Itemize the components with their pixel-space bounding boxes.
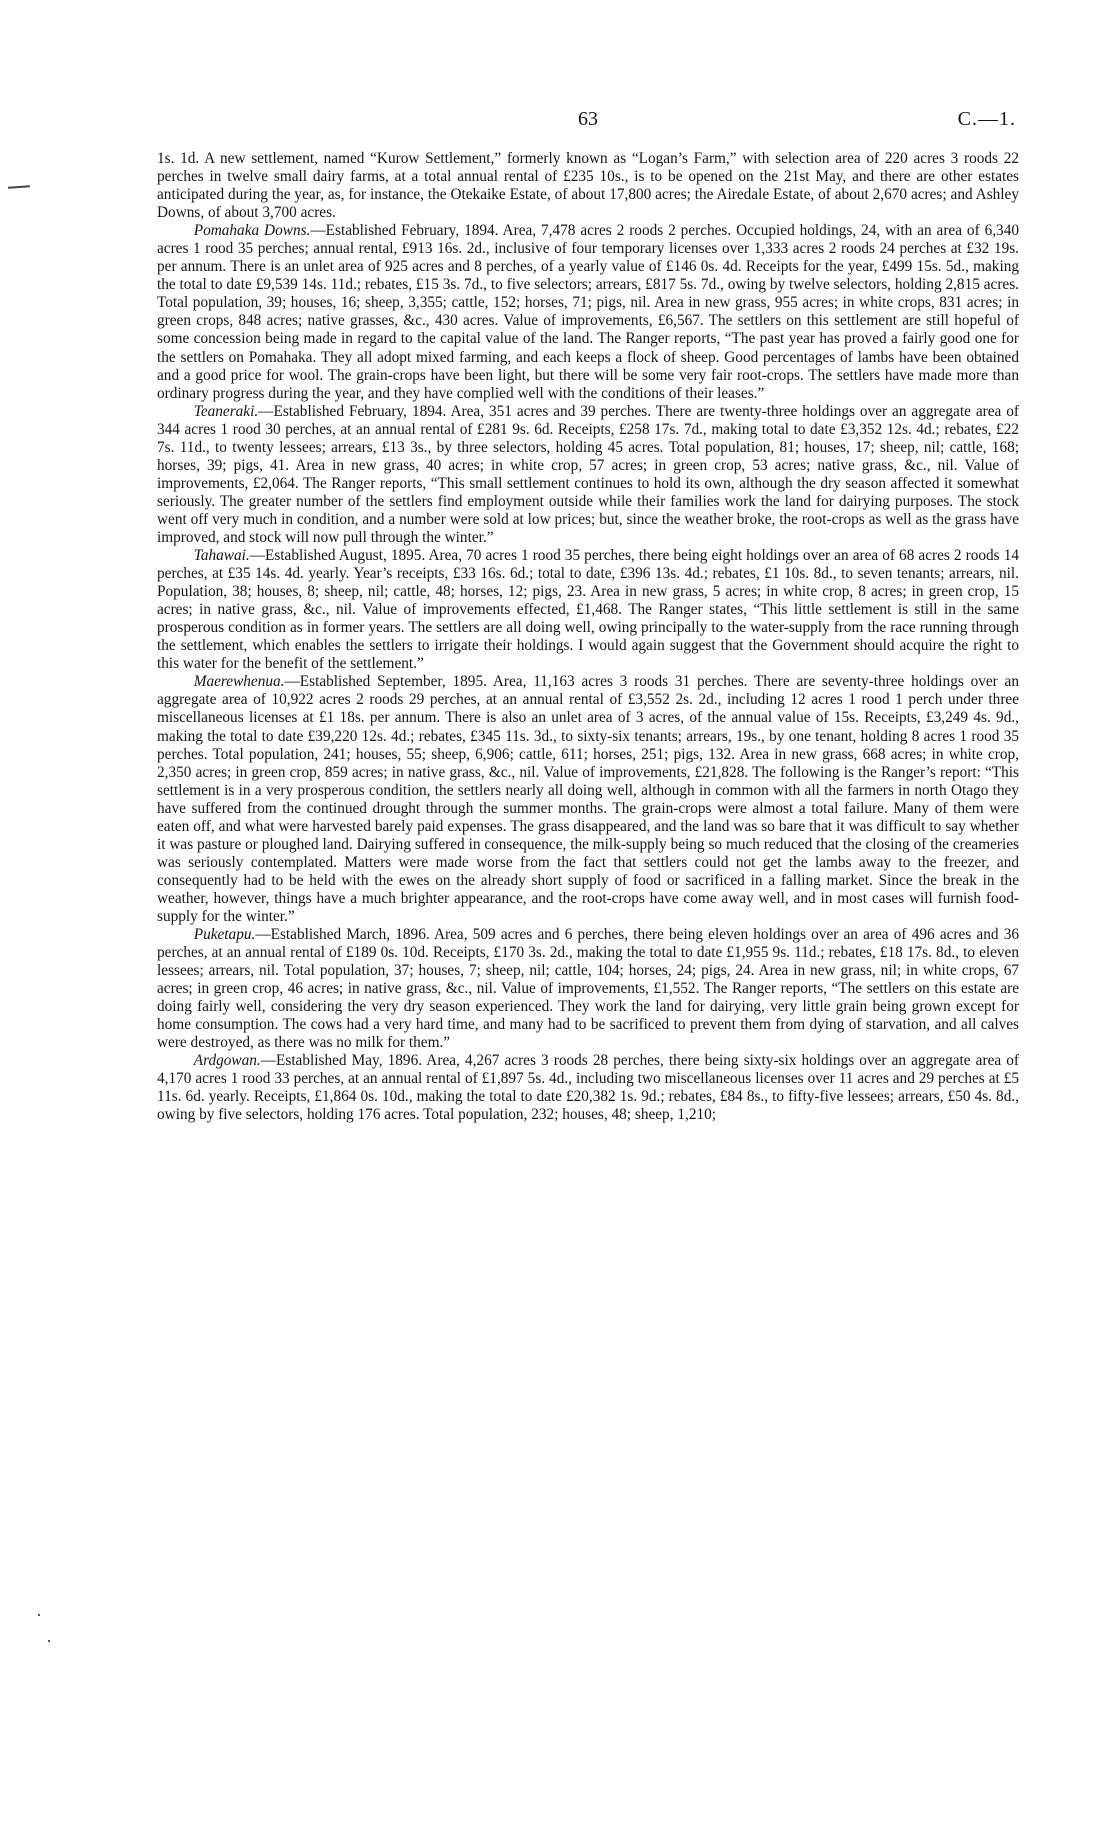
settlement-name: Ardgowan. <box>193 1052 261 1070</box>
paragraph-ardgowan <box>157 1052 1019 1124</box>
margin-mark <box>8 185 30 189</box>
settlement-name: Teaneraki. <box>193 402 259 420</box>
margin-dot <box>48 1640 50 1642</box>
paragraph-text: —Established May, 1896. Area, 4,267 acres 3 roods 28 perches, there being sixty-six holdings over an aggregate area of 4,170 acres 1 rood 33 perches, at an annual rental of £1,897 5s. 4d., including two miscellaneous licenses over 11 acres and 29 perches at £5 11s. 6d. yearly. Receipts, £1,864 0s. 10d., making the total to date £20,382 1s. 9d.; rebates, £84 8s., to fifty-five lessees; arrears, £50 4s. 8d., owing by five selectors, holding 176 acres. Total population, 232; houses, 48; sheep, 1,210; <box>157 1052 1019 1124</box>
paragraph-maerewhenua <box>157 673 1019 926</box>
paragraph-pomahaka-downs <box>157 222 1019 402</box>
paragraph-text: —Established March, 1896. Area, 509 acres and 6 perches, there being eleven holdings over an area of 496 acres and 36 perches, at an annual rental of £189 0s. 10d. Receipts, £170 3s. 2d., making the total to date £1,955 9s. 11d.; rebates, £18 17s. 8d., to eleven lessees; arrears, nil. Total population, 37; houses, 7; sheep, nil; cattle, 104; horses, 24; pigs, 24. Area in new grass, nil; in white crops, 67 acres; in green crop, 46 acres; in native grass, &c., nil. Value of improvements, £1,552. The Ranger reports, “The settlers on this estate are doing fairly well, considering the very dry season experienced. They work the land for dairying, very little grain being grown except for home consumption. The cows had a very hard time, and many had to be sacrificed to prevent them from dying of starvation, and all calves were destroyed, as there was no milk for them.” <box>157 926 1019 1052</box>
paragraph-text: 1s. 1d. A new settlement, named “Kurow Settlement,” formerly known as “Logan’s Farm,” with selection area of 220 acres 3 roods 22 perches in twelve small dairy farms, at a total annual rental of £235 10s., is to be opened on the 21st May, and there are other estates anticipated during the year, as, for instance, the Otekaike Estate, of about 17,800 acres; the Airedale Estate, of about 2,670 acres; and Ashley Downs, of about 3,700 acres. <box>157 150 1019 222</box>
settlement-name: Pomahaka Downs. <box>193 222 311 240</box>
paragraph-text: —Established August, 1895. Area, 70 acres 1 rood 35 perches, there being eight holdings over an area of 68 acres 2 roods 14 perches, at £35 14s. 4d. yearly. Year’s receipts, £33 16s. 6d.; total to date, £396 13s. 4d.; rebates, £1 10s. 8d., to seven tenants; arrears, nil. Population, 38; houses, 8; sheep, nil; cattle, 48; horses, 12; pigs, 23. Area in new grass, 5 acres; in white crop, 8 acres; in green crop, 15 acres; in native grass, &c., nil. Value of improvements effected, £1,468. The Ranger states, “This little settlement is still in the same prosperous condition as in former years. The settlers are all doing well, owing principally to the water-supply from the race running through the settlement, which enables the settlers to irrigate their holdings. I would again suggest that the Government should acquire the right to this water for the benefit of the settlement.” <box>157 547 1019 673</box>
settlement-name: Maerewhenua. <box>193 673 285 691</box>
margin-dot <box>38 1614 40 1616</box>
page-number: 63 <box>578 108 598 130</box>
body-text <box>157 150 1019 1125</box>
document-reference: C.—1. <box>957 108 1016 130</box>
paragraph-text: —Established February, 1894. Area, 7,478 acres 2 roods 2 perches. Occupied holdings, 24, with an area of 6,340 acres 1 rood 35 perches; annual rental, £913 16s. 2d., inclusive of four temporary licenses over 1,333 acres 2 roods 24 perches at £32 19s. per annum. There is an unlet area of 925 acres and 8 perches, of a yearly value of £146 0s. 4d. Receipts for the year, £499 15s. 5d., making the total to date £9,539 14s. 11d.; rebates, £15 3s. 7d., to five selectors; arrears, £817 5s. 7d., owing by twelve selectors, holding 2,815 acres. Total population, 39; houses, 16; sheep, 3,355; cattle, 152; horses, 71; pigs, nil. Area in new grass, 955 acres; in white crops, 831 acres; in green crops, 848 acres; native grasses, &c., 430 acres. Value of improvements, £6,567. The settlers on this settlement are still hopeful of some concession being made in regard to the capital value of the land. The Ranger reports, “The past year has proved a fairly good one for the settlers on Pomahaka. They all adopt mixed farming, and each keeps a flock of sheep. Good percentages of lambs have been obtained and a good price for wool. The grain-crops have been light, but there will be some very fair root-crops. The settlers have made more than ordinary progress during the year, and they have complied well with the conditions of their leases.” <box>157 222 1019 402</box>
paragraph-kurow-continuation <box>157 150 1019 222</box>
page-header <box>160 108 1016 140</box>
paragraph-text: —Established September, 1895. Area, 11,163 acres 3 roods 31 perches. There are seventy-three holdings over an aggregate area of 10,922 acres 2 roods 29 perches, at an annual rental of £3,552 2s. 2d., including 12 acres 1 rood 1 perch under three miscellaneous licenses at £1 18s. per annum. There is also an unlet area of 3 acres, of the annual value of 15s. Receipts, £3,249 4s. 9d., making the total to date £39,220 12s. 4d.; rebates, £345 11s. 3d., to sixty-six tenants; arrears, 19s., by one tenant, holding 8 acres 1 rood 35 perches. Total population, 241; houses, 55; sheep, 6,906; cattle, 611; horses, 251; pigs, 132. Area in new grass, 668 acres; in white crop, 2,350 acres; in green crop, 859 acres; in native grass, &c., nil. Value of improvements, £21,828. The following is the Ranger’s report: “This settlement is in a very prosperous condition, the settlers nearly all doing well, although in common with all the farmers in north Otago they have suffered from the continued drought through the summer months. The grain-crops were almost a total failure. Many of them were eaten off, and what were harvested barely paid expenses. The grass disappeared, and the land was so bare that it was difficult to say whether it was pasture or ploughed land. Dairying suffered in consequence, the milk-supply being so much reduced that the closing of the creameries was seriously contemplated. Matters were made worse from the fact that settlers could not get the lambs away to the freezer, and consequently had to be held with the ewes on the already short supply of food or sacrificed in a falling market. Since the break in the weather, however, things have a much brighter appearance, and the root-crops have come away well, and in most cases will furnish food-supply for the winter.” <box>157 673 1019 925</box>
paragraph-text: —Established February, 1894. Area, 351 acres and 39 perches. There are twenty-three holdings over an aggregate area of 344 acres 1 rood 30 perches, at an annual rental of £281 9s. 6d. Receipts, £258 17s. 7d., making total to date £3,352 12s. 4d.; rebates, £22 7s. 11d., to twenty lessees; arrears, £13 3s., by three selectors, holding 45 acres. Total population, 81; houses, 17; sheep, nil; cattle, 168; horses, 39; pigs, 41. Area in new grass, 40 acres; in white crop, 57 acres; in green crop, 53 acres; native grass, &c., nil. Value of improvements, £2,064. The Ranger reports, “This small settlement continues to hold its own, although the dry season affected it somewhat seriously. The greater number of the settlers find employment outside while their families work the land for dairying purposes. The stock went off very much in condition, and a number were sold at low prices; but, since the weather broke, the root-crops as well as the grass have improved, and stock will now pull through the winter.” <box>157 402 1019 546</box>
settlement-name: Tahawai. <box>193 547 250 565</box>
settlement-name: Puketapu. <box>193 926 256 944</box>
paragraph-tahawai <box>157 547 1019 673</box>
paragraph-teaneraki <box>157 403 1019 547</box>
paragraph-puketapu <box>157 926 1019 1052</box>
